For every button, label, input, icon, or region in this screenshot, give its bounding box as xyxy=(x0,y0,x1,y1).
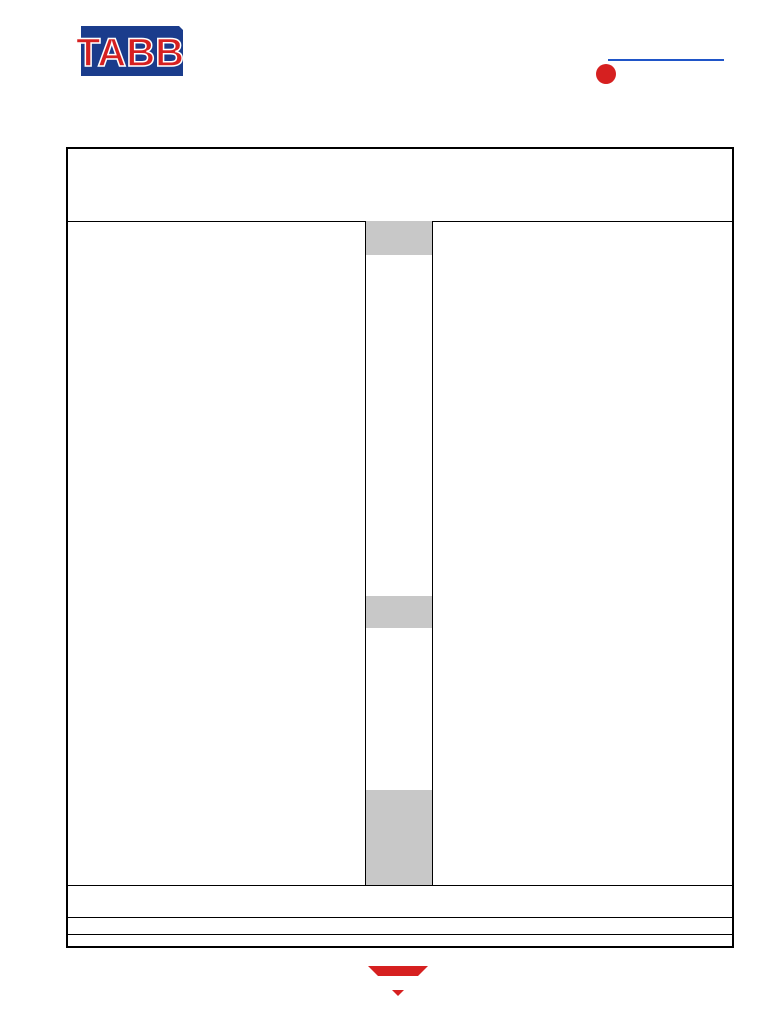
ok-comment-divider xyxy=(432,221,433,885)
smacna-logo xyxy=(363,960,433,1005)
ok-header-cell xyxy=(366,221,432,237)
pre-start-bottom-line xyxy=(68,934,732,935)
comments-bottom-line xyxy=(68,917,732,918)
ok-heading-cell-1 xyxy=(366,237,432,255)
svg-text:TABB: TABB xyxy=(75,31,185,75)
ok-heading-cell-2 xyxy=(366,596,432,628)
ok-blank-cells xyxy=(366,790,432,886)
tabb-logo xyxy=(67,20,193,100)
checklist-form xyxy=(66,147,734,948)
item-ok-divider xyxy=(365,221,366,885)
asap-logo xyxy=(594,22,734,107)
footer-top-line xyxy=(68,885,732,886)
